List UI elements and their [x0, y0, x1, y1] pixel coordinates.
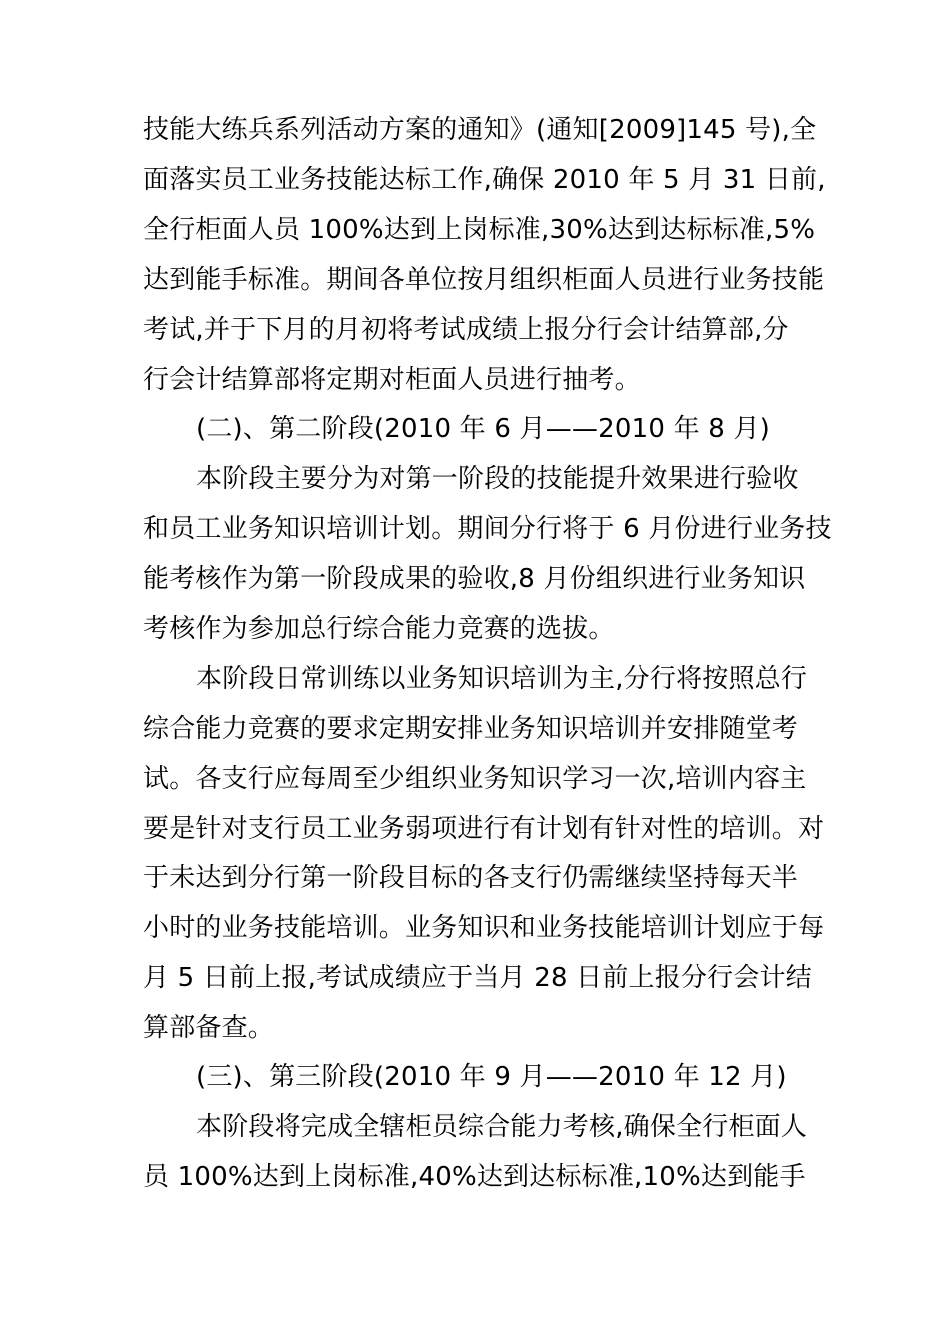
text-line-22: 员 100%达到上岗标准,40%达到达标标准,10%达到能手	[143, 1162, 806, 1192]
text-line-9: 和员工业务知识培训计划。期间分行将于 6 月份进行业务技	[143, 514, 832, 544]
text-line-19: 算部备查。	[143, 1013, 275, 1043]
text-line-6: 行会计结算部将定期对柜面人员进行抽考。	[143, 365, 641, 395]
section-heading-phase-2: (二)、第二阶段(2010 年 6 月——2010 年 8 月)	[196, 414, 770, 444]
text-line-11: 考核作为参加总行综合能力竞赛的选拔。	[143, 614, 615, 644]
section-heading-phase-3: (三)、第三阶段(2010 年 9 月——2010 年 12 月)	[196, 1062, 787, 1092]
text-line-4: 达到能手标准。期间各单位按月组织柜面人员进行业务技能	[143, 265, 825, 295]
text-line-18: 月 5 日前上报,考试成绩应于当月 28 日前上报分行会计结	[143, 963, 812, 993]
text-line-10: 能考核作为第一阶段成果的验收,8 月份组织进行业务知识	[143, 564, 806, 594]
text-line-21: 本阶段将完成全辖柜员综合能力考核,确保全行柜面人	[196, 1112, 808, 1142]
text-line-16: 于未达到分行第一阶段目标的各支行仍需继续坚持每天半	[143, 863, 799, 893]
text-line-3: 全行柜面人员 100%达到上岗标准,30%达到达标标准,5%	[143, 215, 816, 245]
text-line-8: 本阶段主要分为对第一阶段的技能提升效果进行验收	[196, 464, 799, 494]
text-line-1: 技能大练兵系列活动方案的通知》(通知[2009]145 号),全	[143, 115, 817, 145]
text-line-5: 考试,并于下月的月初将考试成绩上报分行会计结算部,分	[143, 315, 789, 345]
text-line-12: 本阶段日常训练以业务知识培训为主,分行将按照总行	[196, 664, 808, 694]
text-line-17: 小时的业务技能培训。业务知识和业务技能培训计划应于每	[143, 913, 825, 943]
text-line-2: 面落实员工业务技能达标工作,确保 2010 年 5 月 31 日前,	[143, 165, 826, 195]
text-line-14: 试。各支行应每周至少组织业务知识学习一次,培训内容主	[143, 764, 807, 794]
text-line-15: 要是针对支行员工业务弱项进行有计划有针对性的培训。对	[143, 814, 825, 844]
text-line-13: 综合能力竞赛的要求定期安排业务知识培训并安排随堂考	[143, 714, 799, 744]
